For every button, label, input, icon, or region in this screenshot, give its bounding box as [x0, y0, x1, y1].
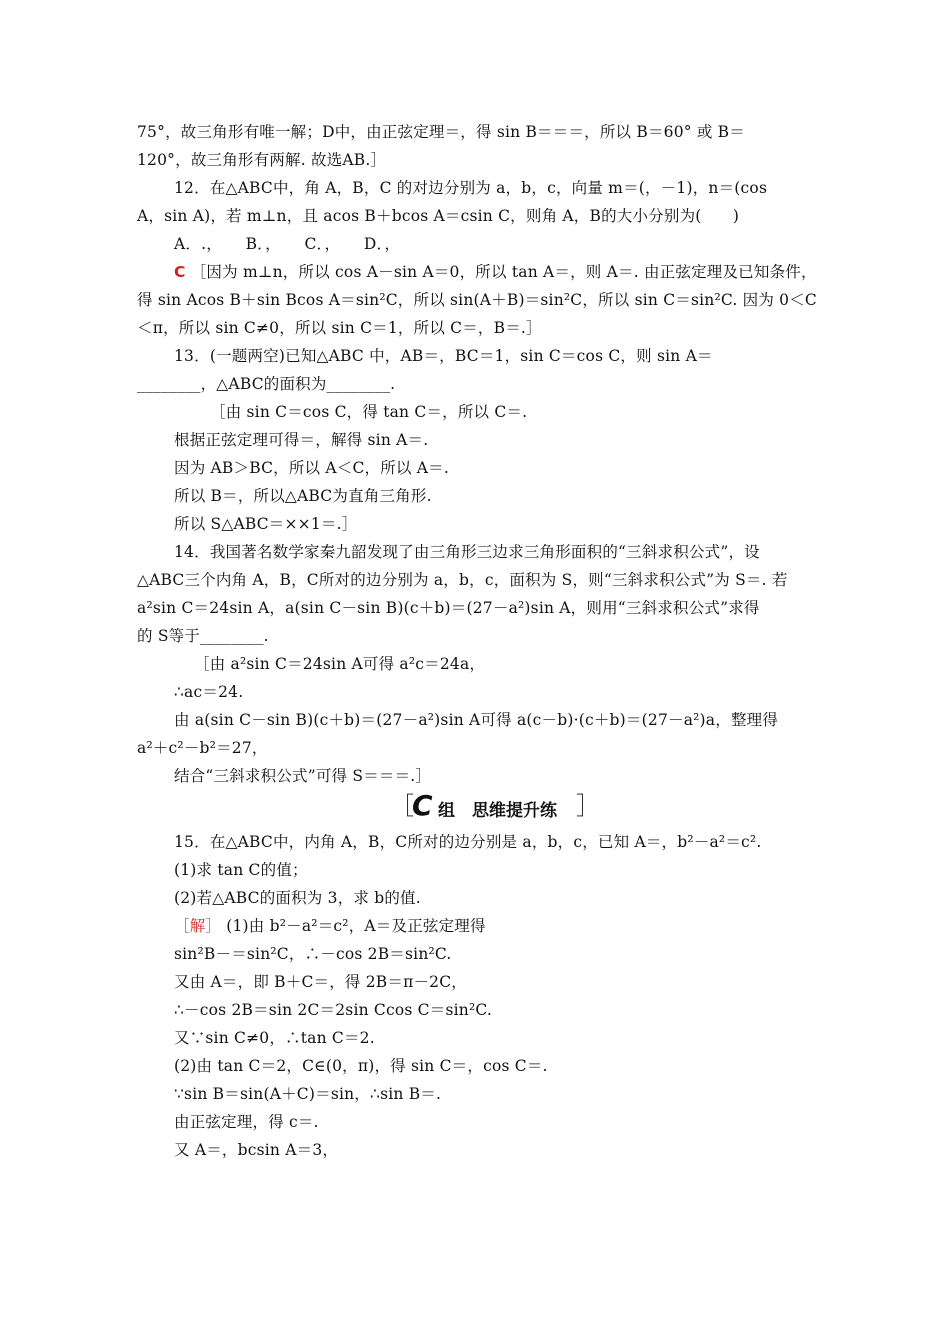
text-line: 又∵sin C≠0，∴tan C＝2. [174, 1029, 375, 1047]
text-line: 由正弦定理，得 c＝. [174, 1113, 319, 1131]
solution-text: (1)由 b²－a²＝c²，A＝及正弦定理得 [226, 917, 486, 935]
text-line: sin²B－＝sin²C，∴－cos 2B＝sin²C. [174, 945, 452, 963]
text-line: △ABC三个内角 A，B，C所对的边分别为 a，b，c，面积为 S，则“三斜求积公式”为 S＝. 若 [137, 571, 788, 589]
section-letter: C [412, 789, 433, 822]
text-line: ＜π，所以 sin C≠0，所以 sin C＝1，所以 C＝，B＝.］ [137, 319, 542, 337]
text-line: 120°，故三角形有两解. 故选AB.］ [137, 151, 387, 169]
solution-tag: ［解］ [174, 917, 222, 935]
text-line: ∴－cos 2B＝sin 2C＝2sin Ccos C＝sin²C. [174, 1001, 492, 1019]
solution-line [174, 262, 854, 282]
text-line: 得 sin Acos B＋sin Bcos A＝sin²C，所以 sin(A＋B)＝sin²C，所以 sin C＝sin²C. 因为 0＜C [137, 291, 817, 309]
problem-12: 12．在△ABC中，角 A，B，C 的对边分别为 a，b，c，向量 m＝(，－1)，n＝(cos [174, 179, 768, 197]
section-header [390, 789, 600, 822]
text-line: 又 A＝，bcsin A＝3， [174, 1141, 339, 1159]
text-line: ∴ac＝24. [174, 683, 244, 701]
text-line: 结合“三斜求积公式”可得 S＝＝＝.］ [174, 767, 432, 785]
text-line: 因为 AB＞BC，所以 A＜C，所以 A＝. [174, 459, 449, 477]
answer-options: A．.， B．， C．， D．， [174, 235, 401, 253]
text-line: 的 S等于________. [137, 627, 269, 645]
text-line: 所以 S△ABC＝××1＝.］ [174, 515, 358, 533]
section-open-bracket: ［ [390, 792, 414, 820]
problem-15: 15．在△ABC中，内角 A，B，C所对的边分别是 a，b，c，已知 A＝，b²－a²＝c². [174, 833, 762, 851]
answer-letter: C [174, 263, 186, 281]
text-line: a²sin C＝24sin A，a(sin C－sin B)(c＋b)＝(27－a²)sin A，则用“三斜求积公式”求得 [137, 599, 760, 617]
text-line: (2)由 tan C＝2，C∈(0，π)，得 sin C＝，cos C＝. [174, 1057, 548, 1075]
text-line: 根据正弦定理可得＝，解得 sin A＝. [174, 431, 429, 449]
problem-13: 13．(一题两空)已知△ABC 中，AB＝，BC＝1，sin C＝cos C，则 sin A＝ [174, 347, 713, 365]
text-line: ________，△ABC的面积为________. [137, 375, 396, 393]
text-line: a²＋c²－b²＝27， [137, 739, 268, 757]
section-title: 组 思维提升练 [438, 801, 557, 821]
section-close-bracket: ］ [576, 792, 600, 820]
text-line: 又由 A＝，即 B＋C＝，得 2B＝π－2C， [174, 973, 467, 991]
text-line: 75°，故三角形有唯一解；D中，由正弦定理＝，得 sin B＝＝＝，所以 B＝60° 或 B＝ [137, 123, 745, 141]
text-line: 所以 B＝，所以△ABC为直角三角形. [174, 487, 432, 505]
text-line: A，sin A)，若 m⊥n，且 acos B＋bcos A＝csin C，则角 A，B的大小分别为( ) [137, 207, 740, 225]
text-line: 由 a(sin C－sin B)(c＋b)＝(27－a²)sin A可得 a(c－b)·(c＋b)＝(27－a²)a，整理得 [174, 711, 779, 729]
solution-line: ［由 a²sin C＝24sin A可得 a²c＝24a， [194, 655, 486, 673]
text-line: ∵sin B＝sin(A＋C)＝sin，∴sin B＝. [174, 1085, 442, 1103]
solution-line: ［由 sin C＝cos C，得 tan C＝，所以 C＝. [210, 403, 528, 421]
text-line: (1)求 tan C的值； [174, 861, 308, 879]
solution-line [174, 916, 854, 936]
problem-14: 14．我国著名数学家秦九韶发现了由三角形三边求三角形面积的“三斜求积公式”，设 [174, 543, 760, 561]
text-line: (2)若△ABC的面积为 3，求 b的值. [174, 889, 421, 907]
solution-text: ［因为 m⊥n，所以 cos A－sin A＝0，所以 tan A＝，则 A＝. 由正弦定理及已知条件， [190, 263, 817, 281]
